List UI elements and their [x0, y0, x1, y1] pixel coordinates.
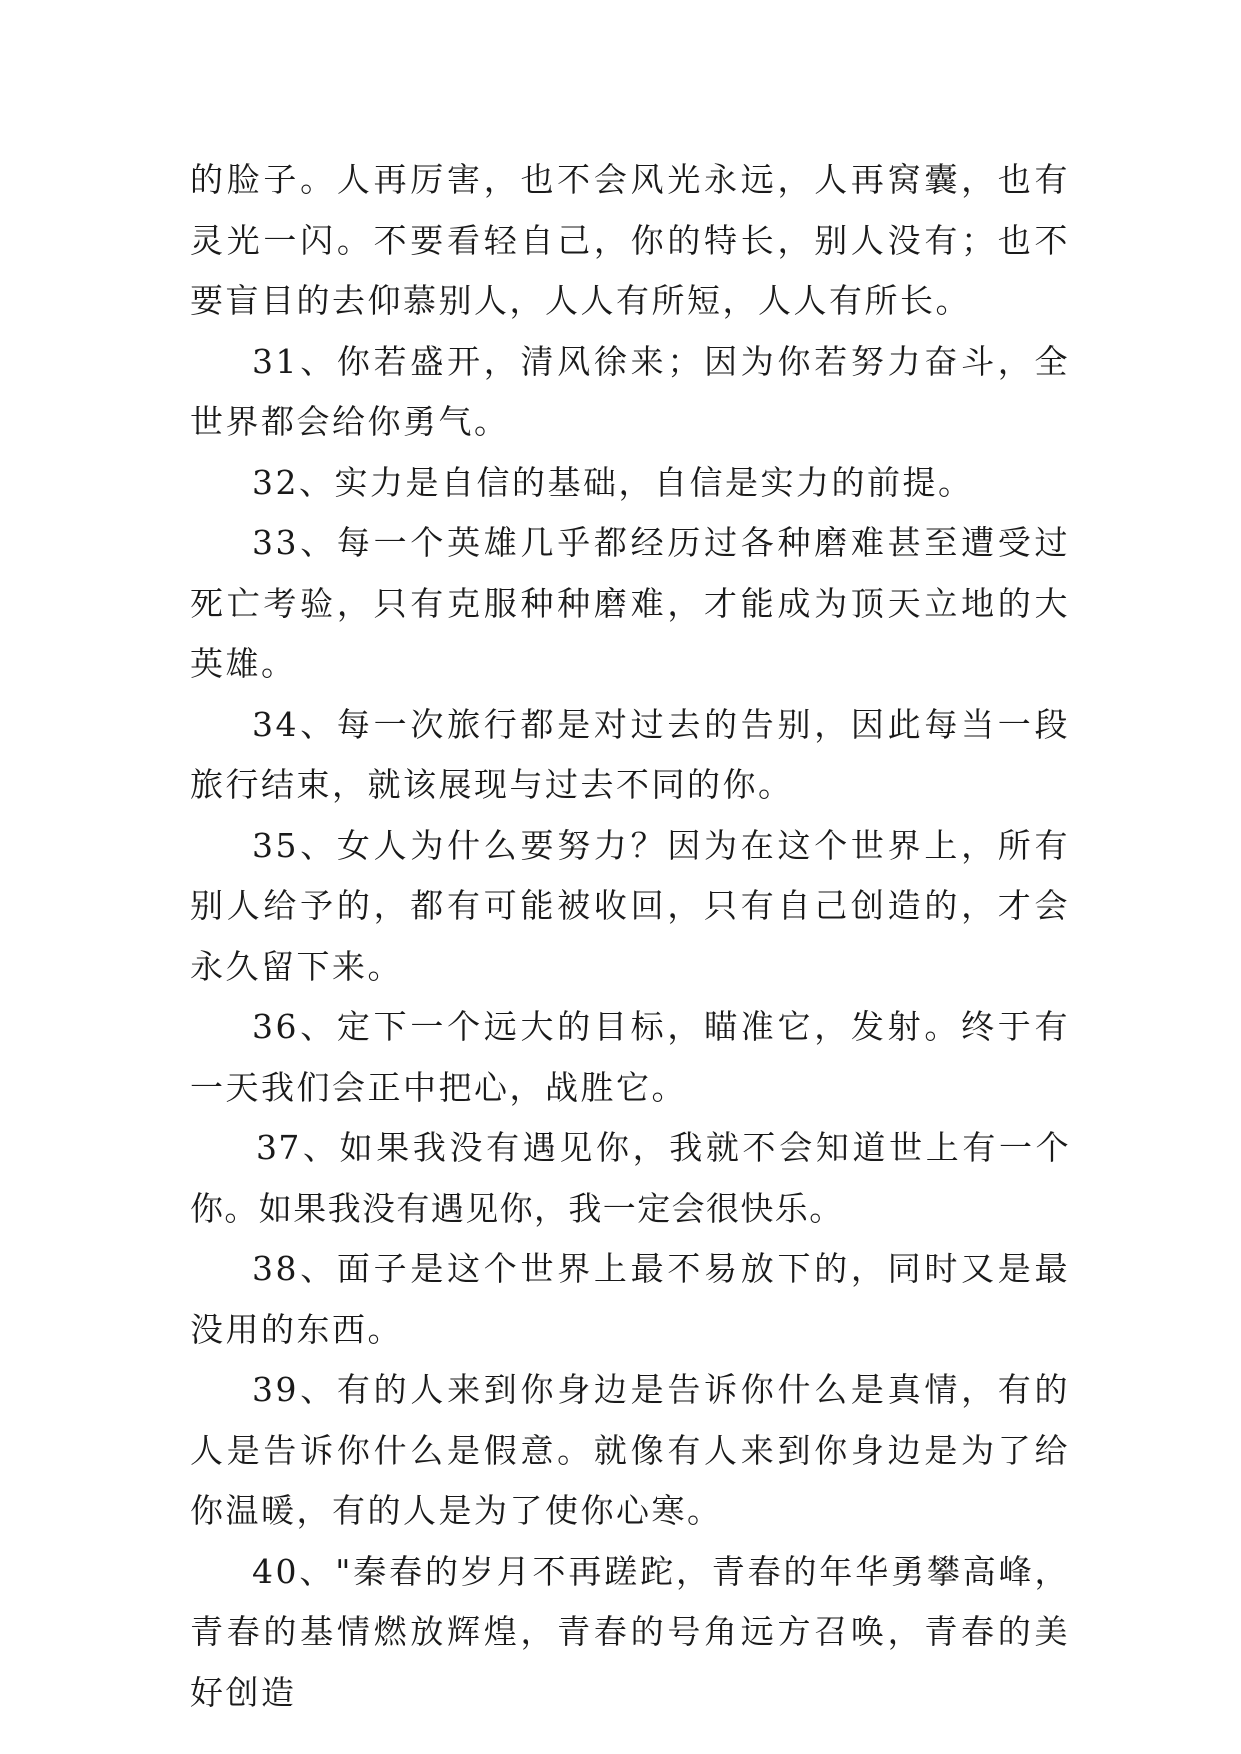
paragraph-38: 38、面子是这个世界上最不易放下的，同时又是最没用的东西。: [190, 1249, 1070, 1349]
paragraph-35: 35、女人为什么要努力？因为在这个世界上，所有别人给予的，都有可能被收回，只有自己创造的，才会永久留下来。: [190, 825, 1070, 986]
paragraph-37: 37、如果我没有遇见你，我就不会知道世上有一个你。如果我没有遇见你，我一定会很快乐。: [190, 1128, 1070, 1228]
paragraph-31: 31、你若盛开，清风徐来；因为你若努力奋斗，全世界都会给你勇气。: [190, 341, 1070, 441]
paragraph-continuation: 的脸子。人再厉害，也不会风光永远，人再窝囊，也有灵光一闪。不要看轻自己，你的特长，别人没有；也不要盲目的去仰慕别人，人人有所短，人人有所长。: [190, 160, 1070, 320]
paragraph-40: 40、"秦春的岁月不再蹉跎，青春的年华勇攀高峰，青春的基情燃放辉煌，青春的号角远方召唤，青春的美好创造: [190, 1551, 1070, 1712]
paragraph-36: 36、定下一个远大的目标，瞄准它，发射。终于有一天我们会正中把心，战胜它。: [190, 1007, 1070, 1107]
paragraph-34: 34、每一次旅行都是对过去的告别，因此每当一段旅行结束，就该展现与过去不同的你。: [190, 704, 1070, 804]
document-body: [190, 150, 1070, 1723]
paragraph-32: 32、实力是自信的基础，自信是实力的前提。: [252, 462, 974, 502]
paragraph-39: 39、有的人来到你身边是告诉你什么是真情，有的人是告诉你什么是假意。就像有人来到你身边是为了给你温暖，有的人是为了使你心寒。: [190, 1370, 1070, 1530]
paragraph-33: 33、每一个英雄几乎都经历过各种磨难甚至遭受过死亡考验，只有克服种种磨难，才能成为顶天立地的大英雄。: [190, 523, 1070, 683]
